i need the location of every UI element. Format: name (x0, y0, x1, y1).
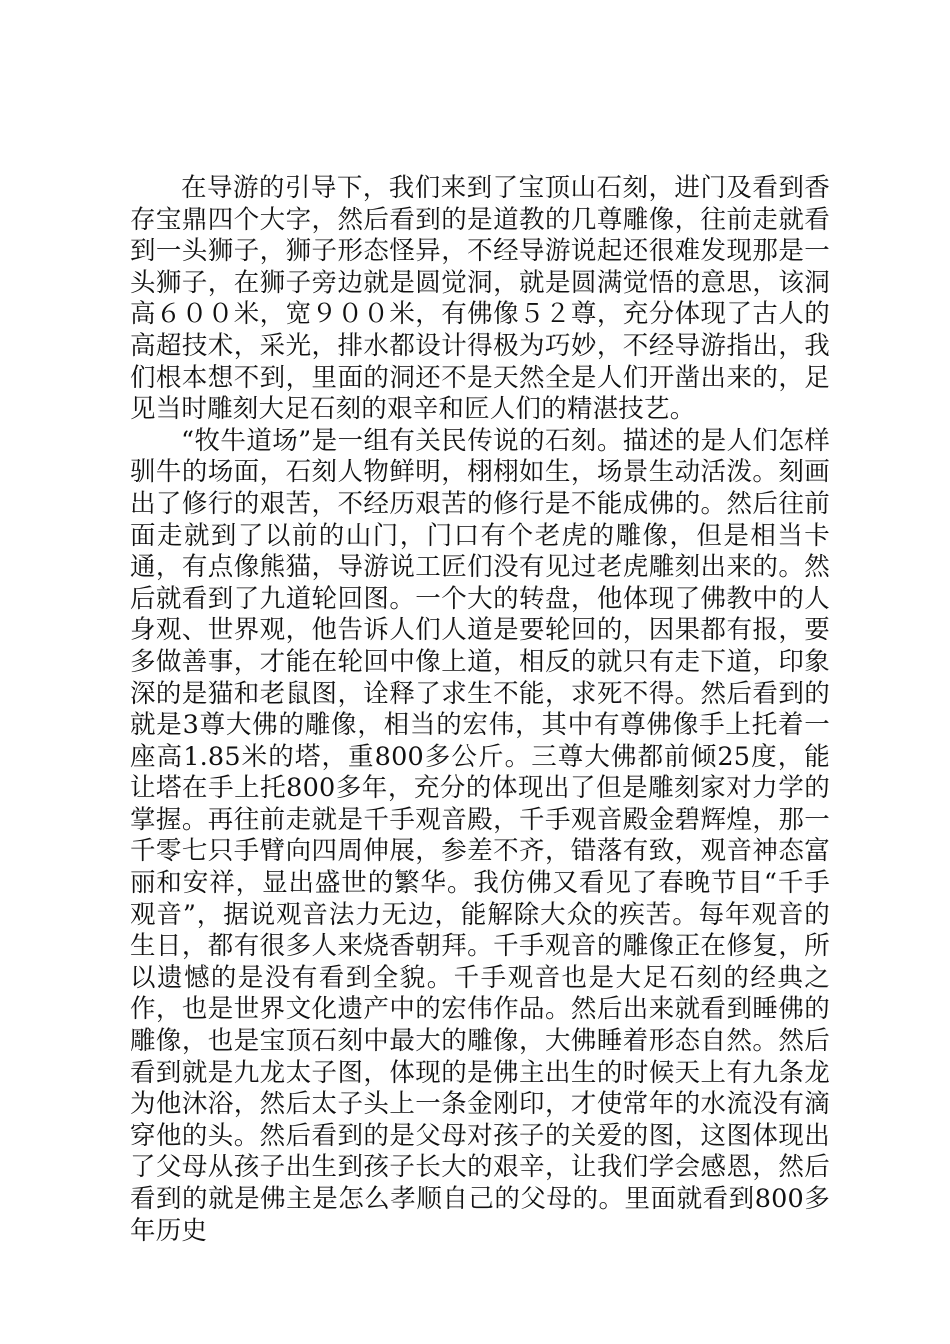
paragraph-baoding-entrance: 在导游的引导下，我们来到了宝顶山石刻，进门及看到香存宝鼎四个大字，然后看到的是道教的几尊雕像，往前走就看到一头狮子，狮子形态怪异，不经导游说起还很难发现那是一头狮子，在狮子旁边就是圆觉洞，就是圆满觉悟的意思，该洞高６００米，宽９００米，有佛像５２尊，充分体现了古人的高超技术，采光，排水都设计得极为巧妙，不经导游指出，我们根本想不到，里面的洞还不是天然全是人们开凿出来的，足见当时雕刻大足石刻的艰辛和匠人们的精湛技艺。 (130, 173, 830, 425)
paragraph-herding-ox-site: “牧牛道场”是一组有关民传说的石刻。描述的是人们怎样驯牛的场面，石刻人物鲜明，栩栩如生，场景生动活泼。刻画出了修行的艰苦，不经历艰苦的修行是不能成佛的。然后往前面走就到了以前的山门，门口有个老虎的雕像，但是相当卡通，有点像熊猫，导游说工匠们没有见过老虎雕刻出来的。然后就看到了九道轮回图。一个大的转盘，他体现了佛教中的人身观、世界观，他告诉人们人道是要轮回的，因果都有报，要多做善事，才能在轮回中像上道，相反的就只有走下道，印象深的是猫和老鼠图，诠释了求生不能，求死不得。然后看到的就是3尊大佛的雕像，相当的宏伟，其中有尊佛像手上托着一座高1.85米的塔，重800多公斤。三尊大佛都前倾25度，能让塔在手上托800多年，充分的体现出了但是雕刻家对力学的掌握。再往前走就是千手观音殿，千手观音殿金碧辉煌，那一千零七只手臂向四周伸展，参差不齐，错落有致，观音神态富丽和安祥，显出盛世的繁华。我仿佛又看见了春晚节目“千手观音”，据说观音法力无边，能解除大众的疾苦。每年观音的生日，都有很多人来烧香朝拜。千手观音的雕像正在修复，所以遗憾的是没有看到全貌。千手观音也是大足石刻的经典之作，也是世界文化遗产中的宏伟作品。然后出来就看到睡佛的雕像，也是宝顶石刻中最大的雕像，大佛睡着形态自然。然后看到就是九龙太子图，体现的是佛主出生的时候天上有九条龙为他沐浴，然后太子头上一条金刚印，才使常年的水流没有滴穿他的头。然后看到的是父母对孩子的关爱的图，这图体现出了父母从孩子出生到孩子长大的艰辛，让我们学会感恩，然后看到的就是佛主是怎么孝顺自己的父母的。里面就看到800多年历史 (130, 425, 830, 1246)
document-body (130, 173, 830, 1247)
